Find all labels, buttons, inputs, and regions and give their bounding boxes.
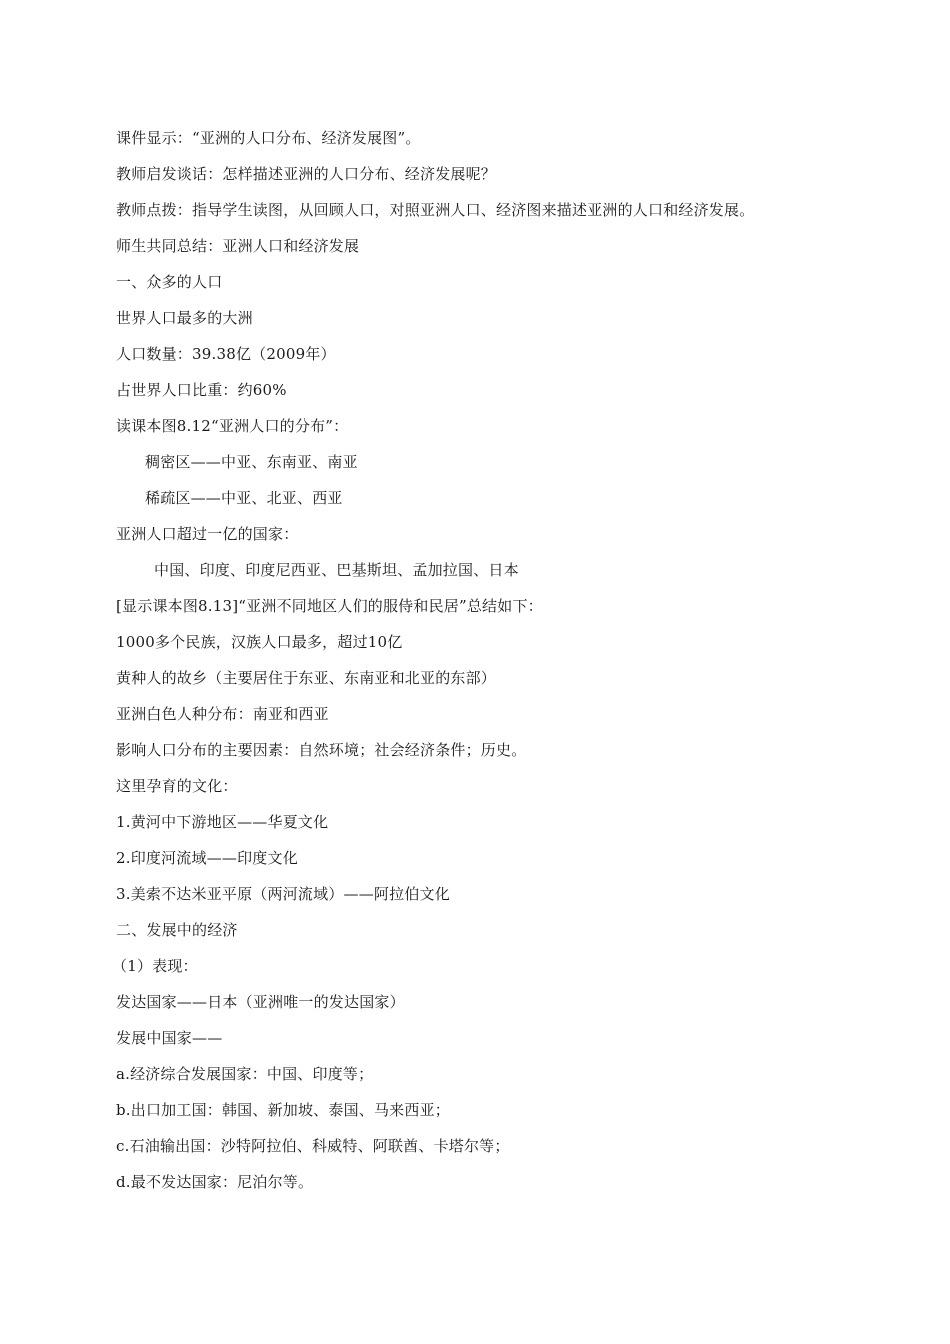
list-item: 3.美索不达米亚平原（两河流域）——阿拉伯文化	[116, 885, 450, 903]
text-line: 课件显示：“亚洲的人口分布、经济发展图”。	[116, 129, 421, 147]
text-line: 稀疏区——中亚、北亚、西亚	[145, 489, 343, 507]
list-item: 2.印度河流域——印度文化	[116, 849, 298, 867]
section-heading: 一、众多的人口	[116, 273, 223, 291]
text-line: 1000多个民族，汉族人口最多，超过10亿	[116, 633, 403, 651]
list-item: c.石油输出国：沙特阿拉伯、科威特、阿联酋、卡塔尔等；	[116, 1137, 510, 1155]
text-line: 占世界人口比重：约60%	[116, 381, 287, 399]
text-line: 教师启发谈话：怎样描述亚洲的人口分布、经济发展呢？	[116, 165, 497, 183]
list-item: b.出口加工国：韩国、新加坡、泰国、马来西亚；	[116, 1101, 450, 1119]
text-line: 发达国家——日本（亚洲唯一的发达国家）	[116, 993, 405, 1011]
text-line: 亚洲白色人种分布：南亚和西亚	[116, 705, 329, 723]
text-line: 发展中国家——	[116, 1029, 223, 1047]
text-line: 教师点拨：指导学生读图，从回顾人口，对照亚洲人口、经济图来描述亚洲的人口和经济发展。	[116, 201, 755, 219]
text-line: 中国、印度、印度尼西亚、巴基斯坦、孟加拉国、日本	[154, 561, 519, 579]
section-heading: 二、发展中的经济	[116, 921, 238, 939]
text-line: 亚洲人口超过一亿的国家：	[116, 525, 299, 543]
text-line: 稠密区——中亚、东南亚、南亚	[145, 453, 358, 471]
text-line: [显示课本图8.13]“亚洲不同地区人们的服侍和民居”总结如下：	[116, 597, 543, 615]
list-item: d.最不发达国家：尼泊尔等。	[116, 1173, 314, 1191]
text-line: 读课本图8.12“亚洲人口的分布”：	[116, 417, 349, 435]
list-item: 1.黄河中下游地区——华夏文化	[116, 813, 329, 831]
text-line: （1）表现：	[112, 957, 198, 975]
text-line: 黄种人的故乡（主要居住于东亚、东南亚和北亚的东部）	[116, 669, 497, 687]
text-line: 这里孕育的文化：	[116, 777, 238, 795]
text-line: 世界人口最多的大洲	[116, 309, 253, 327]
text-line: 师生共同总结：亚洲人口和经济发展	[116, 237, 360, 255]
list-item: a.经济综合发展国家：中国、印度等；	[116, 1065, 374, 1083]
text-line: 影响人口分布的主要因素：自然环境；社会经济条件；历史。	[116, 741, 527, 759]
text-line: 人口数量：39.38亿（2009年）	[116, 345, 336, 363]
